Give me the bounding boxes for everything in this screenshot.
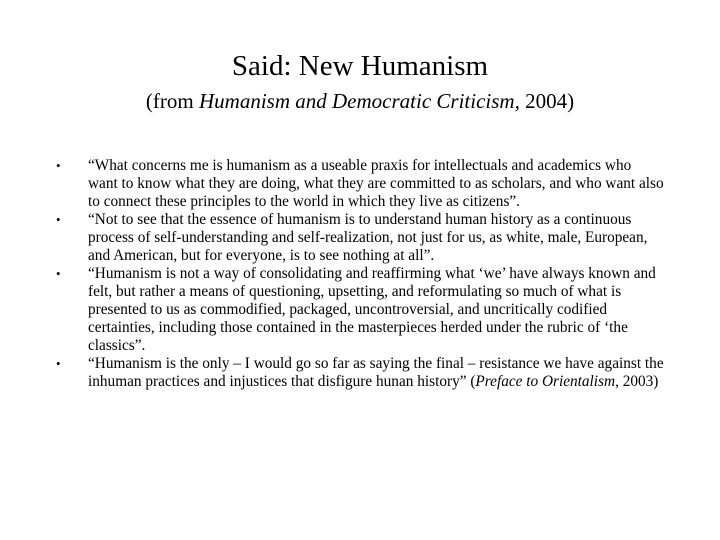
list-item <box>56 355 664 391</box>
bullet-text: “Not to see that the essence of humanism is to understand human history as a continuous process of self-understanding and self-realization, not just for us, as white, male, European, and American, but for everyone, is to see nothing at all”. <box>88 211 648 264</box>
citation-suffix: , 2003) <box>615 373 659 390</box>
subtitle-book-title: Humanism and Democratic Criticism, <box>199 89 520 113</box>
citation-title: Preface to Orientalism <box>475 373 616 390</box>
bullet-text-with-citation <box>88 355 664 391</box>
subtitle-prefix: (from <box>145 89 199 113</box>
bullet-marker: • <box>56 158 61 173</box>
bullet-text: “What concerns me is humanism as a useable praxis for intellectuals and academics who want to know what they are doing, what they are committed to as scholars, and who want also to connect these principles to the world in which they live as citizens”. <box>88 157 664 210</box>
slide-title: Said: New Humanism <box>231 50 489 82</box>
bullet-marker: • <box>56 212 61 227</box>
subtitle-suffix: 2004) <box>519 89 575 113</box>
bullet-text: “Humanism is the only – I would go so far as saying the final – resistance we have against the inhuman practices and injustices that disfigure hunan history” ( <box>88 355 664 390</box>
list-item <box>56 211 664 265</box>
slide-subtitle <box>0 88 720 114</box>
bullet-marker: • <box>56 356 61 371</box>
bullet-list <box>56 157 664 391</box>
list-item <box>56 157 664 211</box>
bullet-marker: • <box>56 266 61 281</box>
list-item <box>56 265 664 355</box>
bullet-text: “Humanism is not a way of consolidating and reaffirming what ‘we’ have always known and felt, but rather a means of questioning, upsetting, and reformulating so much of what is presented to us as commodified, packaged, uncontroversial, and uncritically codified certainties, including those contained in the masterpieces herded under the rubric of ‘the classics”. <box>88 265 656 354</box>
